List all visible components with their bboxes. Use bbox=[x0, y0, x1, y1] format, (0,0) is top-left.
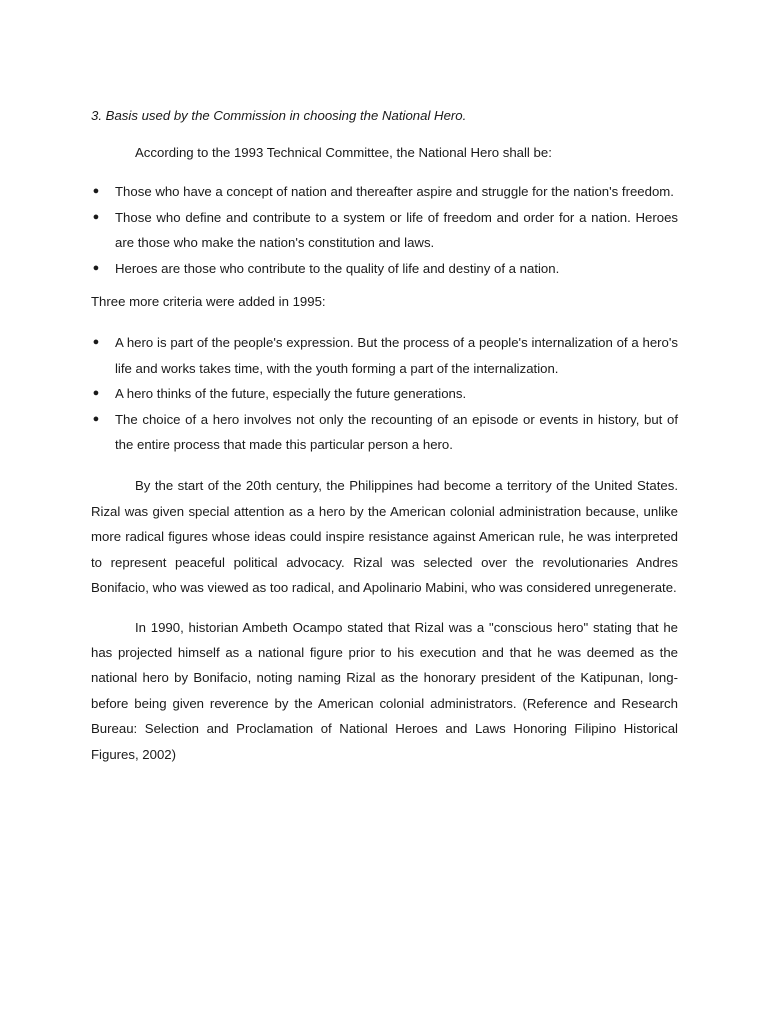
list-item bbox=[91, 256, 678, 281]
list-item-text: The choice of a hero involves not only the recounting of an episode or events in history, but of the entire process that made this particular person a hero. bbox=[115, 411, 678, 453]
criteria-1995-list bbox=[91, 330, 678, 457]
list-item-text: Those who have a concept of nation and thereafter aspire and struggle for the nation's freedom. bbox=[115, 184, 674, 200]
list-item bbox=[91, 179, 678, 204]
bullet-icon: ● bbox=[92, 412, 100, 425]
bullet-icon: ● bbox=[92, 261, 100, 274]
list-item-text: A hero thinks of the future, especially the future generations. bbox=[115, 386, 467, 402]
list-item-text: A hero is part of the people's expression. But the process of a people's internalization of a hero's life and works takes time, with the youth forming a part of the internalization. bbox=[115, 335, 678, 376]
list-item-text: Heroes are those who contribute to the quality of life and destiny of a nation. bbox=[115, 260, 560, 276]
body-paragraph-2: In 1990, historian Ambeth Ocampo stated that Rizal was a "conscious hero" stating that he has projected himself as a national figure prior to his execution and that he was deemed as the national hero by Bonifacio, noting naming Rizal as the honorary president of the Katipunan, long-before being given reverence by the American colonial administrators. (Reference and Research Bureau: Selection and Proclamation of National Heroes and Laws Honoring Filipino Historical Figures, 2002) bbox=[91, 619, 678, 762]
bullet-icon: ● bbox=[92, 336, 100, 349]
section-heading: 3. Basis used by the Commission in choosing the National Hero. bbox=[91, 108, 467, 123]
list-item bbox=[91, 330, 678, 381]
bullet-icon: ● bbox=[92, 210, 100, 223]
bullet-icon: ● bbox=[92, 387, 100, 400]
list-item bbox=[91, 407, 678, 458]
list-item bbox=[91, 381, 678, 406]
list-item bbox=[91, 205, 678, 256]
list-item-text: Those who define and contribute to a system or life of freedom and order for a nation. Heroes are those who make the nation's constitution and laws. bbox=[115, 209, 678, 251]
intro-text: According to the 1993 Technical Committee, the National Hero shall be: bbox=[135, 145, 552, 160]
criteria-1993-list bbox=[91, 179, 678, 281]
bullet-icon: ● bbox=[92, 185, 100, 198]
body-paragraph-1: By the start of the 20th century, the Philippines had become a territory of the United States. Rizal was given special attention as a hero by the American colonial administration because, unlike more radical figures whose ideas could inspire resistance against American rule, he was interpreted to represent peaceful political advocacy. Rizal was selected over the revolutionaries Andres Bonifacio, who was viewed as too radical, and Apolinario Mabini, who was considered unregenerate. bbox=[91, 478, 678, 596]
document-page bbox=[91, 104, 678, 767]
added-criteria-intro: Three more criteria were added in 1995: bbox=[91, 294, 326, 310]
